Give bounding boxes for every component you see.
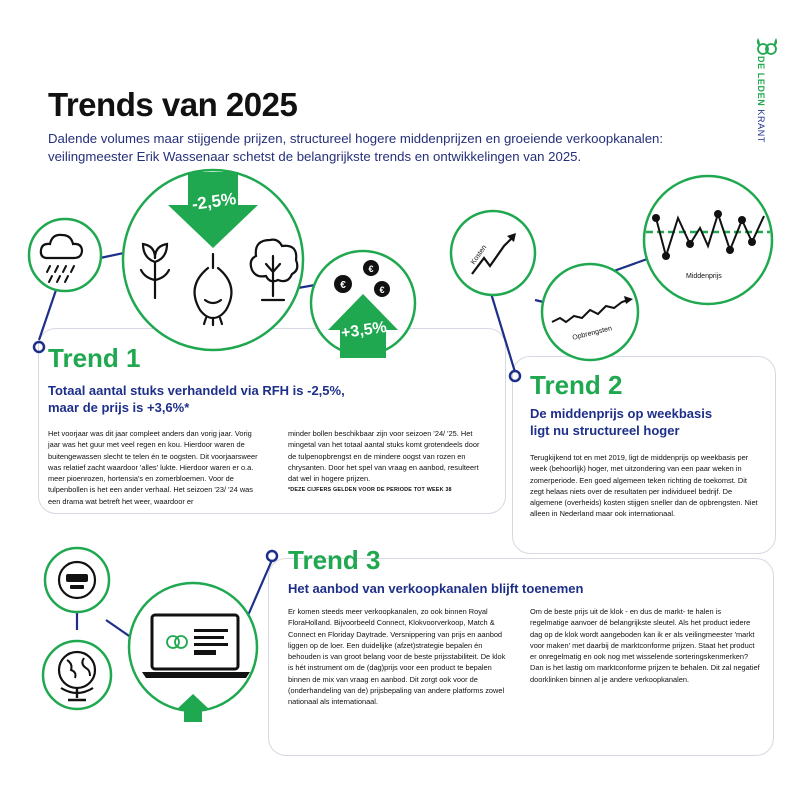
cost-trend-icon — [451, 211, 535, 295]
trend2-subtitle — [530, 405, 766, 439]
median-price-chart-icon — [644, 176, 772, 304]
minus-badge: -2,5% — [190, 189, 238, 215]
auction-clock-icon — [45, 548, 109, 612]
trend3-heading: Trend 3 — [288, 545, 381, 575]
trend1-subtitle-line1: Totaal aantal stuks verhandeld via RFH is -2,5%, — [48, 383, 345, 398]
globe-icon — [43, 641, 111, 709]
trend2-subtitle-line1: De middenprijs op weekbasis — [530, 406, 713, 421]
euro-coins-icon — [311, 251, 415, 358]
brand-name: DE LEDEN KRANT — [756, 56, 766, 143]
trend1-footnote: *DEZE CIJFERS GELDEN VOOR DE PERIODE TOT WEEK 38 — [288, 487, 452, 493]
rain-cloud-icon — [29, 219, 101, 291]
kosten-label: Kosten — [470, 244, 489, 267]
trend1-subtitle — [48, 382, 488, 416]
trend1-col1: Het voorjaar was dit jaar compleet anders dan vorig jaar. Vorig jaar was het guur met veel regen en kou. Hierdoor waren de buitengewassen slecht te telen én te oogsten. Dit voorjaarsweer was relatief zacht waardoor 'alles' lukte. Hierdoor waren er o.a. meer pioenrozen, hortensia's en zomerbloemen. Voor de tulpenbollen is het een ander verhaal. Het seizoen '23/ '24 was een drama wat betreft het weer, waardoor er — [48, 429, 258, 506]
revenue-trend-icon — [542, 264, 638, 360]
middenprijs-label: Middenprijs — [686, 273, 722, 280]
trend3-col1: Er komen steeds meer verkoopkanalen, zo ook binnen Royal FloraHolland. Bijvoorbeeld Connect, Klokvoorverkoop, Match & Connect en Floriday Daytrade. Versnippering van prijs en aanbod liggen op de loer. Een duidelijke (afzet)strategie bepalen én behouden is van groot belang voor de beste prijsstabiliteit. De klok is hét instrument om de (dag)prijs voor een product te bepalen binnen de mix van vraag en aanbod. Dit zorgt ook voor de (onderhandeling van de) prijsbepaling van andere platforms zowel nationaal als internationaal. — [288, 607, 506, 707]
trend1-subtitle-line2: maar de prijs is +3,6%* — [48, 400, 190, 415]
svg-text:€: € — [379, 285, 385, 295]
trend1-heading: Trend 1 — [48, 343, 141, 373]
page-title: Trends van 2025 — [48, 86, 298, 123]
svg-text:€: € — [368, 264, 374, 274]
trend3-col2: Om de beste prijs uit de klok - en dus de markt- te halen is regelmatige aanvoer dé belangrijkste sleutel. Als het product iedere dag op de klok wordt aangeboden kan ik er als veilingmeester 'markt voor maken' met daarbij de marktconforme prijzen. Staat het product er onregelmatig en ook nog met wisselende sorteringskenmerken? Dan is het lastig om marktconforme prijzen te behalen. Dit zal negatief doorklinken binnen al je andere verkoopkanalen. — [530, 607, 760, 684]
plus-badge: +3,5% — [340, 318, 388, 343]
laptop-icon — [129, 583, 257, 722]
trend3-subtitle: Het aanbod van verkoopkanalen blijft toenemen — [288, 581, 584, 596]
opbrengsten-label: Opbrengsten — [571, 325, 613, 342]
intro-text: Dalende volumes maar stijgende prijzen, structureel hogere middenprijzen en groeiende verkoopkanalen: veilingmeester Erik Wassenaar schetst de belangrijkste trends en ontwikkelingen van 2025. — [48, 131, 664, 164]
trend1-col2: minder bollen beschikbaar zijn voor seizoen '24/ '25. Het mingetal van het totaal aantal stuks komt grotendeels door de tulpenopbrengst en de mindere oogst van rozen en chrysanten. Door het spel van vraag en aanbod, resulteert dat wel in hogere prijzen. — [288, 429, 480, 484]
trend2-heading: Trend 2 — [530, 370, 623, 400]
trend2-subtitle-line2: ligt nu structureel hoger — [530, 423, 680, 438]
trend2-body: Terugkijkend tot en met 2019, ligt de middenprijs op weekbasis per week (behoorlijk) hoger, met uitzondering van een paar weken in zomerperiode. Een goed algemeen teken richting de toekomst. Dit zegt helaas niets over de resultaten per individueel bedrijf. De algemene (overheids) kosten stijgen sneller dan de opbrengsten. Niet alleen in Nederland maar ook internationaal. — [530, 453, 758, 519]
svg-text:€: € — [340, 280, 346, 291]
